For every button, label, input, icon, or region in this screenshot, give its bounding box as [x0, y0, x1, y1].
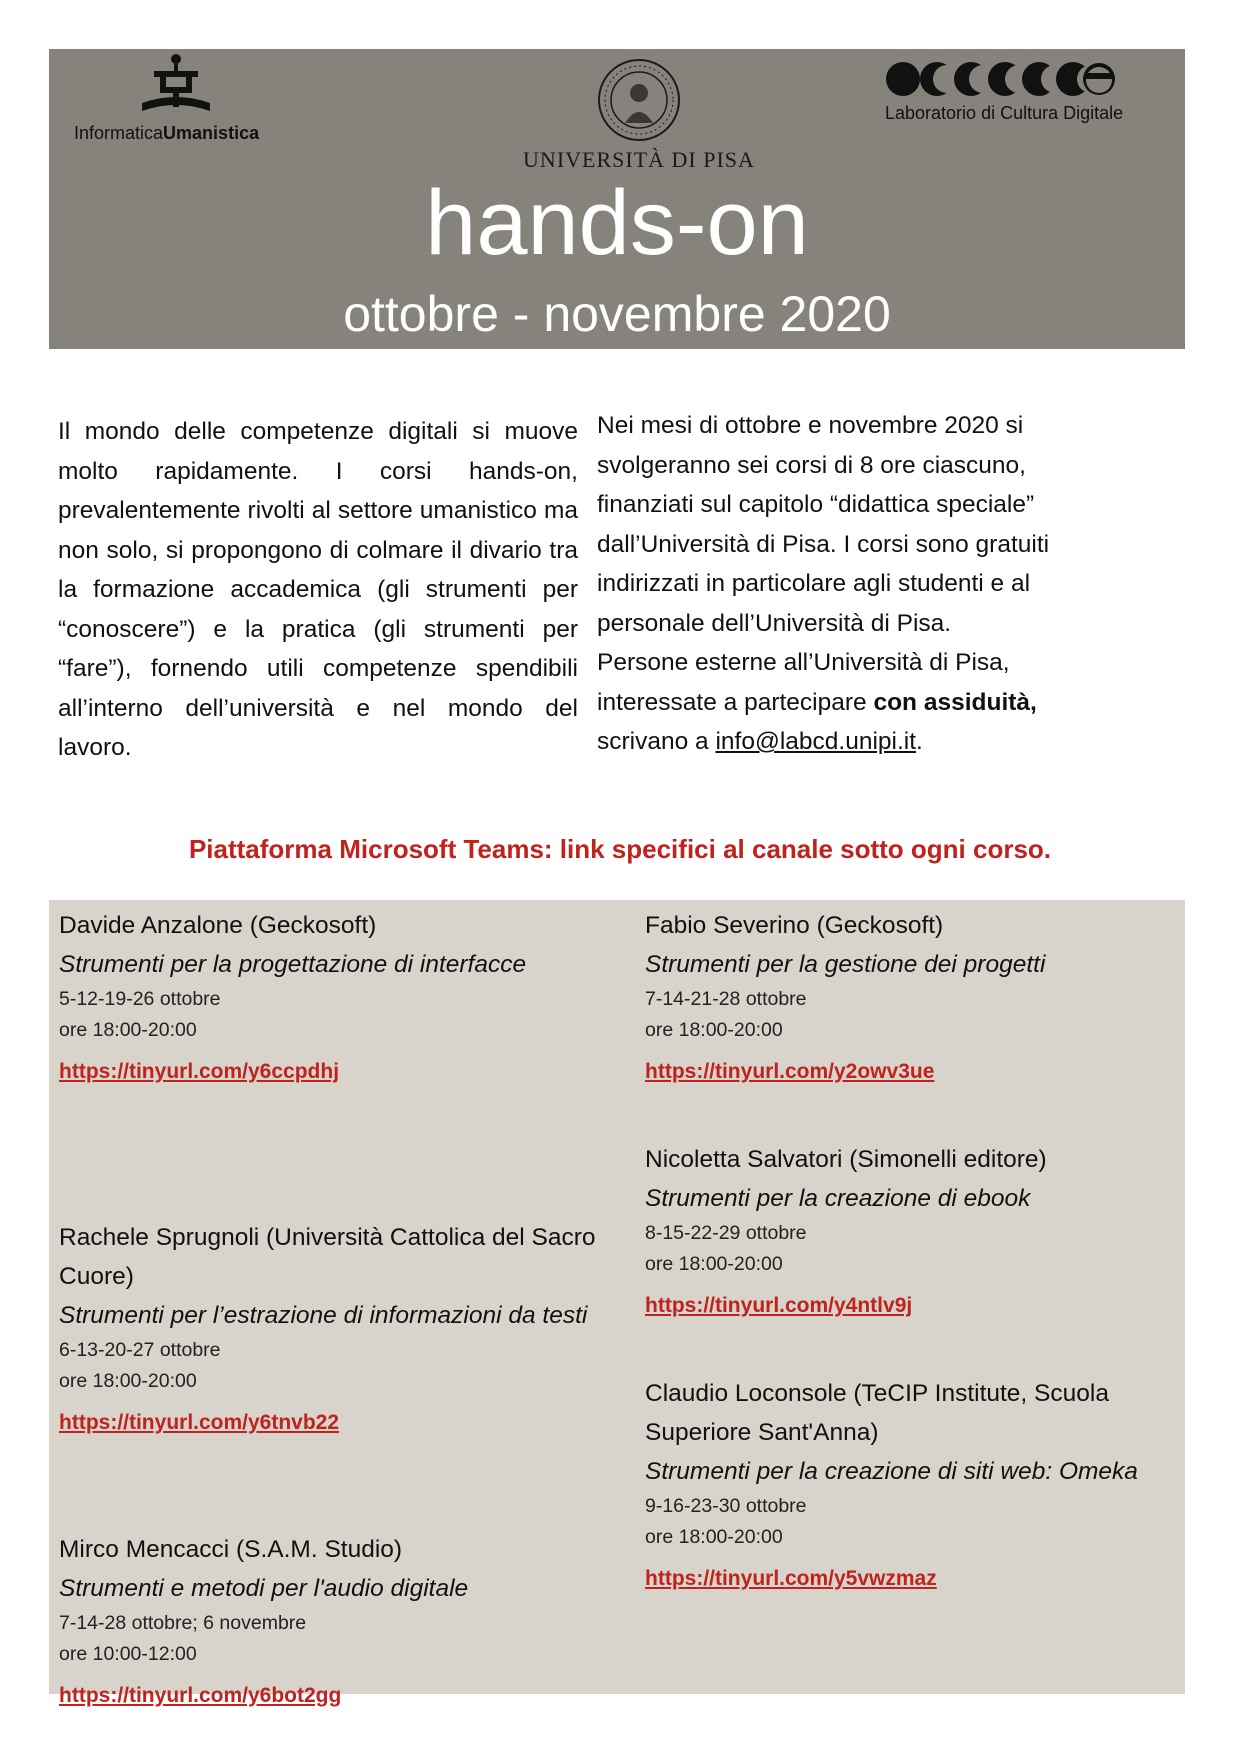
universita-di-pisa-logo [489, 57, 789, 175]
intro-right-text: Nei mesi di ottobre e novembre 2020 si svolgeranno sei corsi di 8 ore ciascuno, finanziati sul capitolo “didattica speciale” dall’Università di Pisa. I corsi sono gratuiti indirizzati in particolare agli studenti e al personale dell’Università di Pisa. [597, 412, 1050, 637]
course-title: Strumenti per la gestione dei progetti [645, 951, 1046, 978]
course-card [645, 1374, 1190, 1591]
informatica-umanistica-label: InformaticaUmanistica [74, 123, 260, 143]
course-teacher: Nicoletta Salvatori (Simonelli editore) [645, 1146, 1047, 1173]
course-teacher: Rachele Sprugnoli (Università Cattolica del Sacro Cuore) [59, 1224, 596, 1290]
course-link[interactable]: https://tinyurl.com/y6bot2gg [59, 1684, 342, 1707]
laboratorio-cultura-digitale-logo [885, 59, 1185, 129]
course-dates: 9-16-23-30 ottobre [645, 1495, 807, 1517]
course-teacher: Davide Anzalone (Geckosoft) [59, 912, 377, 939]
course-card [645, 906, 1190, 1084]
course-link[interactable]: https://tinyurl.com/y6tnvb22 [59, 1411, 340, 1434]
intro-right-paragraph: Nei mesi di ottobre e novembre 2020 si svolgeranno sei corsi di 8 ore ciascuno, finanziati sul capitolo “didattica speciale” dall’Università di Pisa. I corsi sono gratuiti indirizzati in particolare agli studenti e al personale dell’Università di Pisa. Persone esterne all’Università di Pisa, interessate a partecipare con assiduità, scrivano a info@labcd.unipi.it. [597, 412, 1050, 755]
course-title: Strumenti per la progettazione di interfacce [59, 951, 527, 978]
course-link[interactable]: https://tinyurl.com/y6ccpdhj [59, 1060, 340, 1083]
course-dates: 7-14-28 ottobre; 6 novembre [59, 1612, 307, 1634]
course-dates: 7-14-21-28 ottobre [645, 988, 807, 1010]
platform-note: Piattaforma Microsoft Teams: link specifici al canale sotto ogni corso. [188, 834, 1052, 864]
course-title: Strumenti per la creazione di ebook [645, 1185, 1031, 1212]
course-card [59, 1218, 604, 1435]
course-hours: ore 18:00-20:00 [59, 1370, 197, 1392]
course-dates: 8-15-22-29 ottobre [645, 1222, 807, 1244]
course-hours: ore 18:00-20:00 [59, 1019, 197, 1041]
laboratorio-cultura-digitale-label: Laboratorio di Cultura Digitale [885, 103, 1124, 123]
course-teacher: Claudio Loconsole (TeCIP Institute, Scuola Superiore Sant'Anna) [645, 1380, 1109, 1446]
header-banner [49, 49, 1185, 349]
course-hours: ore 18:00-20:00 [645, 1253, 783, 1275]
university-seal-icon [591, 57, 687, 143]
intro-external-text: Persone esterne all’Università di Pisa, interessate a partecipare [597, 649, 1010, 716]
courses-panel [49, 900, 1185, 1707]
course-dates: 6-13-20-27 ottobre [59, 1339, 221, 1361]
book-reader-icon [136, 51, 216, 121]
course-title: Strumenti per la creazione di siti web: Omeka [645, 1458, 1138, 1485]
intro-left-paragraph: Il mondo delle competenze digitali si muove molto rapidamente. I corsi hands-on, prevalentemente rivolti al settore umanistico ma non solo, si propongono di colmare il divario tra la formazione accademica (gli strumenti per “conoscere”) e la pratica (gli strumenti per “fare”), fornendo utili competenze spendibili all’interno dell’università e nel mondo del lavoro. [58, 418, 578, 761]
course-link[interactable]: https://tinyurl.com/y4ntlv9j [645, 1294, 913, 1317]
course-hours: ore 10:00-12:00 [59, 1643, 197, 1665]
contact-email-link[interactable]: info@labcd.unipi.it [715, 728, 917, 755]
course-link[interactable]: https://tinyurl.com/y5vwzmaz [645, 1567, 937, 1590]
page-title: hands-on [425, 172, 809, 274]
course-hours: ore 18:00-20:00 [645, 1526, 783, 1548]
course-hours: ore 18:00-20:00 [645, 1019, 783, 1041]
course-card [645, 1140, 1190, 1318]
course-link[interactable]: https://tinyurl.com/y2owv3ue [645, 1060, 935, 1083]
moon-phases-icon [885, 59, 1117, 99]
intro-write-to-text: scrivano a [597, 728, 716, 755]
course-title: Strumenti per l’estrazione di informazioni da testi [59, 1302, 588, 1329]
course-teacher: Fabio Severino (Geckosoft) [645, 912, 944, 939]
page-subtitle: ottobre - novembre 2020 [343, 286, 891, 342]
informatica-umanistica-logo [74, 51, 294, 151]
universita-di-pisa-label: UNIVERSITÀ DI PISA [523, 147, 755, 172]
course-card [59, 906, 604, 1084]
course-teacher: Mirco Mencacci (S.A.M. Studio) [59, 1536, 403, 1563]
intro-emphasis: con assiduità, [873, 688, 1037, 716]
course-card [59, 1530, 604, 1708]
course-title: Strumenti e metodi per l'audio digitale [59, 1575, 469, 1602]
course-dates: 5-12-19-26 ottobre [59, 988, 221, 1010]
